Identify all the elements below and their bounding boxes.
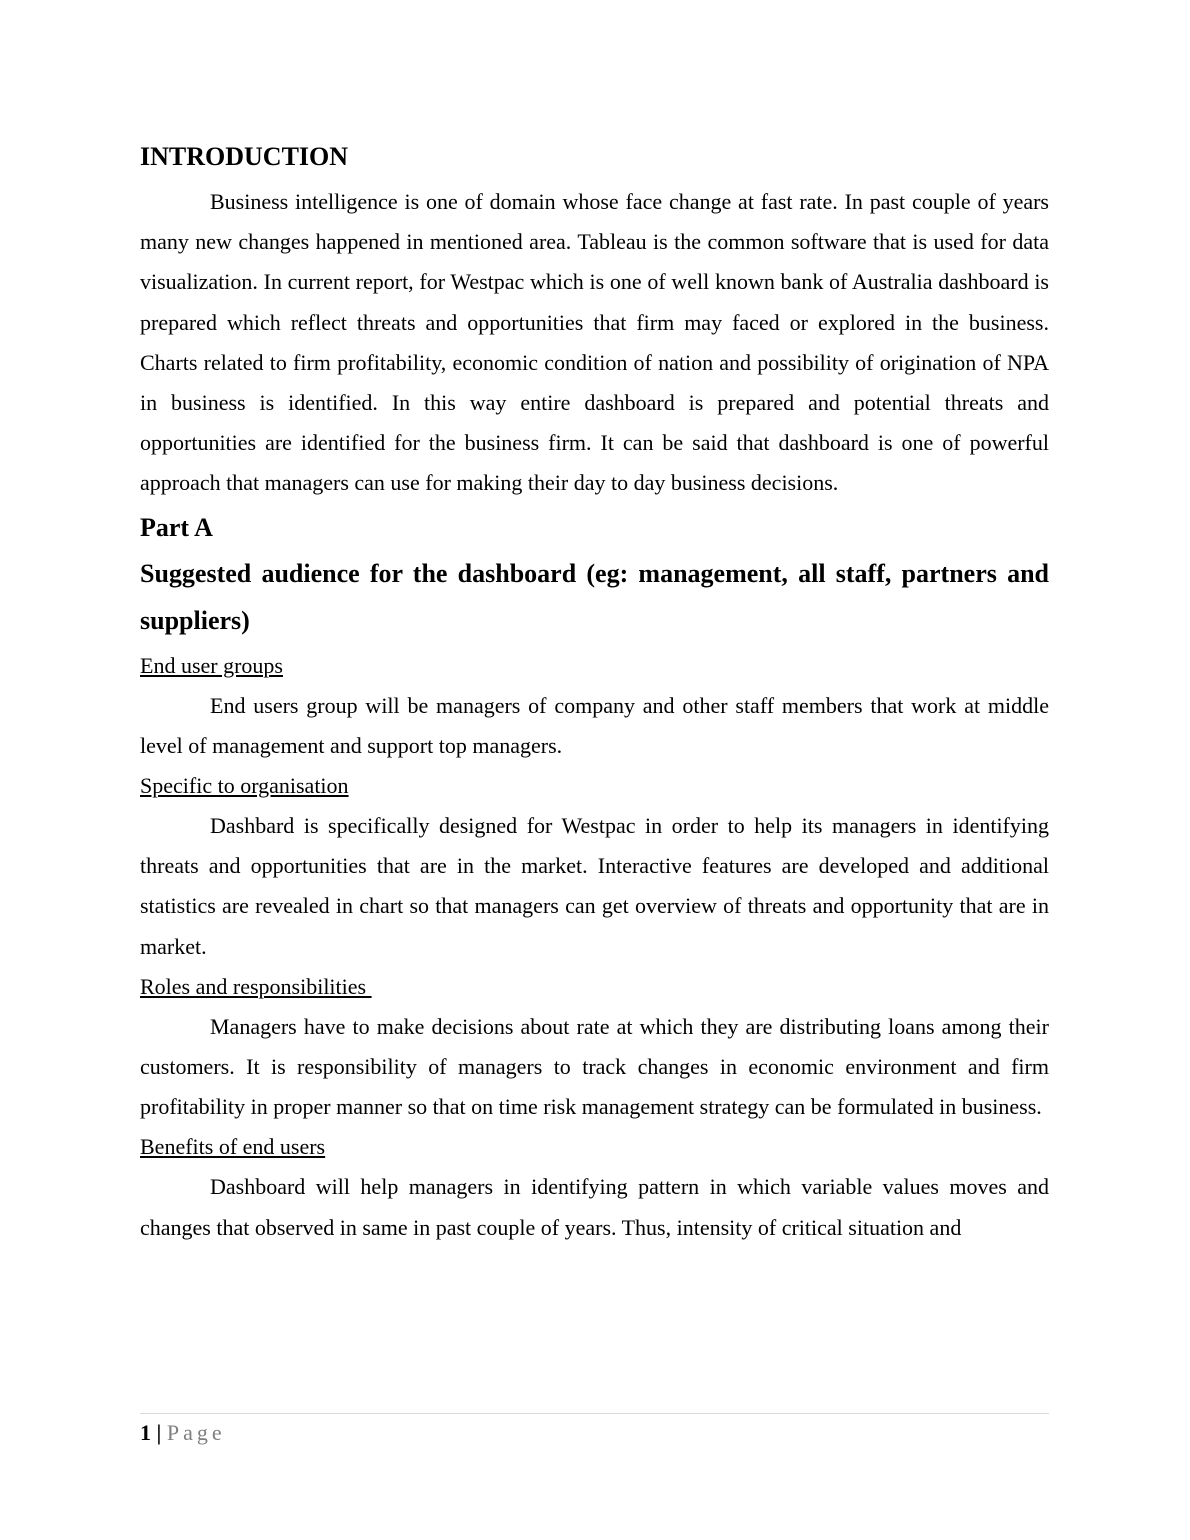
page-footer [140, 1413, 1049, 1448]
footer-separator: | [156, 1420, 162, 1445]
specific-to-organisation-paragraph: Dashbard is specifically designed for Westpac in order to help its managers in identifying threats and opportunities that are in the market. Interactive features are developed and additional statistics are revealed in chart so that managers can get overview of threats and opportunity that are in market. [140, 813, 1049, 959]
introduction-paragraph: Business intelligence is one of domain whose face change at fast rate. In past couple of years many new changes happened in mentioned area. Tableau is the common software that is used for data visualization. In current report, for Westpac which is one of well known bank of Australia dashboard is prepared which reflect threats and opportunities that firm may faced or explored in the business. Charts related to firm profitability, economic condition of nation and possibility of origination of NPA in business is identified. In this way entire dashboard is prepared and potential threats and opportunities are identified for the business firm. It can be said that dashboard is one of powerful approach that managers can use for making their day to day business decisions. [140, 189, 1049, 496]
benefits-of-end-users-paragraph: Dashboard will help managers in identifying pattern in which variable values moves and changes that observed in same in past couple of years. Thus, intensity of critical situation and [140, 1174, 1049, 1240]
page-label: Page [166, 1420, 226, 1445]
specific-to-organisation-subheading: Specific to organisation [140, 773, 349, 799]
introduction-heading: INTRODUCTION [140, 142, 349, 171]
end-user-groups-subheading: End user groups [140, 652, 283, 678]
roles-responsibilities-subheading: Roles and responsibilities [140, 973, 372, 999]
roles-responsibilities-paragraph: Managers have to make decisions about rate at which they are distributing loans among their customers. It is responsibility of managers to track changes in economic environment and firm profitability in proper manner so that on time risk management strategy can be formulated in business. [140, 1013, 1049, 1120]
page-number: 1 [140, 1420, 151, 1445]
end-user-groups-paragraph: End users group will be managers of company and other staff members that work at middle level of management and support top managers. [140, 692, 1049, 758]
document-page [140, 138, 1049, 1248]
audience-section-heading: Suggested audience for the dashboard (eg: management, all staff, partners and suppliers) [140, 558, 1049, 635]
benefits-of-end-users-subheading: Benefits of end users [140, 1134, 326, 1160]
part-a-heading: Part A [140, 512, 213, 542]
